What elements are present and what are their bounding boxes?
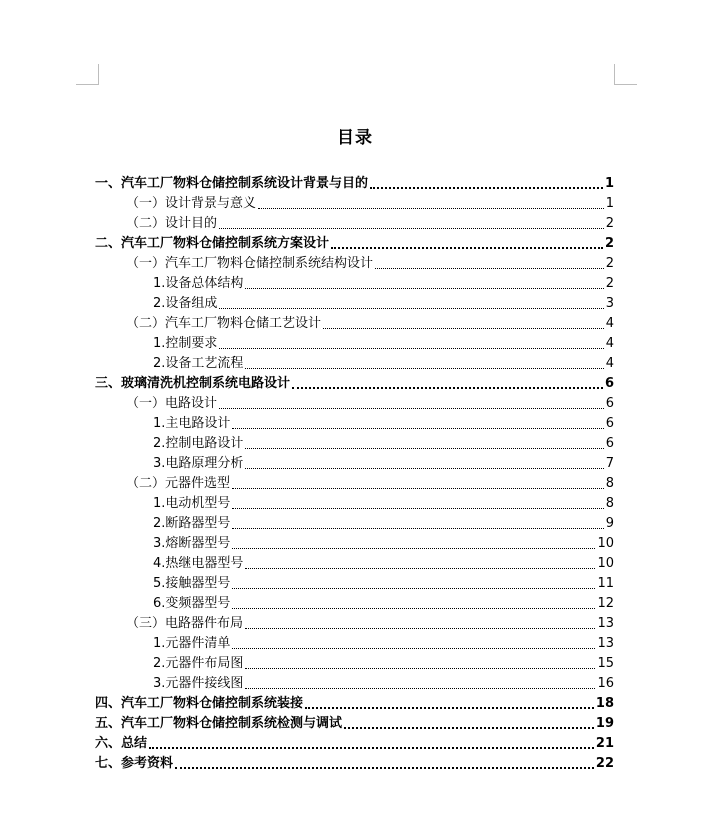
toc-dot-leader xyxy=(245,368,603,369)
toc-entry[interactable] xyxy=(95,574,614,594)
toc-dot-leader xyxy=(232,508,603,509)
toc-entry-label: 5.接触器型号 xyxy=(153,576,231,591)
toc-dot-leader xyxy=(245,628,595,629)
toc-entry[interactable] xyxy=(95,374,614,394)
page-title: 目录 xyxy=(337,128,373,148)
toc-entry-label: 1.控制要求 xyxy=(153,336,218,351)
toc-entry[interactable] xyxy=(95,334,614,354)
toc-dot-leader xyxy=(375,268,604,269)
toc-entry-page-number: 10 xyxy=(597,556,614,571)
toc-entry[interactable] xyxy=(95,234,614,254)
toc-dot-leader xyxy=(232,548,595,549)
toc-entry-page-number: 8 xyxy=(605,476,614,491)
toc-entry-page-number: 6 xyxy=(605,436,614,451)
toc-entry-page-number: 1 xyxy=(604,176,614,191)
toc-dot-leader xyxy=(245,468,603,469)
toc-entry-label: 一、汽车工厂物料仓储控制系统设计背景与目的 xyxy=(95,176,369,191)
toc-entry-page-number: 16 xyxy=(597,676,614,691)
toc-entry-label: （三）电路器件布局 xyxy=(126,616,244,631)
toc-dot-leader xyxy=(219,408,604,409)
toc-entry[interactable] xyxy=(95,174,614,194)
toc-entry-page-number: 6 xyxy=(605,416,614,431)
toc-entry-label: 3.熔断器型号 xyxy=(153,536,231,551)
toc-entry-label: 四、汽车工厂物料仓储控制系统装接 xyxy=(95,696,304,711)
toc-dot-leader xyxy=(258,208,604,209)
toc-dot-leader xyxy=(232,588,595,589)
toc-dot-leader xyxy=(245,668,595,669)
toc-entry[interactable] xyxy=(95,634,614,654)
toc-entry-page-number: 7 xyxy=(605,456,614,471)
toc-entry-label: （一）电路设计 xyxy=(126,396,218,411)
toc-entry-page-number: 9 xyxy=(605,516,614,531)
toc-dot-leader xyxy=(331,247,603,249)
toc-dot-leader xyxy=(245,288,603,289)
toc-entry-label: 2.控制电路设计 xyxy=(153,436,244,451)
toc-dot-leader xyxy=(232,608,595,609)
toc-entry-label: 2.设备工艺流程 xyxy=(153,356,244,371)
toc-dot-leader xyxy=(344,727,594,729)
toc-entry-page-number: 4 xyxy=(605,316,614,331)
toc-entry-page-number: 3 xyxy=(605,296,614,311)
toc-entry-label: 二、汽车工厂物料仓储控制系统方案设计 xyxy=(95,236,330,251)
toc-dot-leader xyxy=(219,228,604,229)
toc-entry-page-number: 13 xyxy=(597,616,614,631)
toc-entry-label: 五、汽车工厂物料仓储控制系统检测与调试 xyxy=(95,716,343,731)
table-of-contents xyxy=(95,174,614,774)
toc-entry-label: 三、玻璃清洗机控制系统电路设计 xyxy=(95,376,291,391)
toc-entry-page-number: 2 xyxy=(605,216,614,231)
toc-entry-page-number: 11 xyxy=(597,576,614,591)
toc-dot-leader xyxy=(245,568,595,569)
toc-entry[interactable] xyxy=(95,494,614,514)
toc-entry-label: （一）汽车工厂物料仓储控制系统结构设计 xyxy=(126,256,374,271)
toc-entry[interactable] xyxy=(95,354,614,374)
toc-entry-label: 4.热继电器型号 xyxy=(153,556,244,571)
toc-entry-page-number: 6 xyxy=(605,396,614,411)
toc-entry-page-number: 21 xyxy=(595,736,614,751)
toc-entry-page-number: 2 xyxy=(605,256,614,271)
toc-entry-label: 1.电动机型号 xyxy=(153,496,231,511)
toc-entry-page-number: 12 xyxy=(597,596,614,611)
toc-entry-label: 1.设备总体结构 xyxy=(153,276,244,291)
toc-entry-label: （一）设计背景与意义 xyxy=(126,196,257,211)
toc-entry[interactable] xyxy=(95,514,614,534)
toc-entry[interactable] xyxy=(95,414,614,434)
toc-entry[interactable] xyxy=(95,714,614,734)
toc-entry[interactable] xyxy=(95,694,614,714)
toc-dot-leader xyxy=(370,187,603,189)
toc-dot-leader xyxy=(232,488,604,489)
toc-dot-leader xyxy=(292,387,603,389)
toc-entry[interactable] xyxy=(95,734,614,754)
toc-dot-leader xyxy=(305,707,594,709)
toc-entry[interactable] xyxy=(95,434,614,454)
toc-entry-label: 六、总结 xyxy=(95,736,148,751)
toc-entry-page-number: 4 xyxy=(605,356,614,371)
toc-entry-page-number: 1 xyxy=(605,196,614,211)
toc-dot-leader xyxy=(245,448,603,449)
toc-dot-leader xyxy=(219,348,603,349)
toc-entry-page-number: 2 xyxy=(604,236,614,251)
toc-entry[interactable] xyxy=(95,654,614,674)
toc-entry[interactable] xyxy=(95,394,614,414)
toc-dot-leader xyxy=(175,767,594,769)
toc-entry-label: 七、参考资料 xyxy=(95,756,174,771)
toc-entry-label: 2.元器件布局图 xyxy=(153,656,244,671)
toc-entry-label: 2.断路器型号 xyxy=(153,516,231,531)
toc-entry[interactable] xyxy=(95,594,614,614)
toc-entry-label: （二）汽车工厂物料仓储工艺设计 xyxy=(126,316,322,331)
toc-dot-leader xyxy=(149,747,594,749)
toc-entry[interactable] xyxy=(95,254,614,274)
toc-entry-label: 2.设备组成 xyxy=(153,296,218,311)
toc-entry-label: 3.电路原理分析 xyxy=(153,456,244,471)
toc-entry[interactable] xyxy=(95,274,614,294)
toc-entry[interactable] xyxy=(95,554,614,574)
toc-entry-page-number: 13 xyxy=(597,636,614,651)
toc-entry-label: （二）设计目的 xyxy=(126,216,218,231)
toc-entry[interactable] xyxy=(95,314,614,334)
toc-entry-page-number: 4 xyxy=(605,336,614,351)
toc-dot-leader xyxy=(232,428,603,429)
toc-entry-page-number: 18 xyxy=(595,696,614,711)
toc-entry[interactable] xyxy=(95,454,614,474)
toc-entry[interactable] xyxy=(95,534,614,554)
toc-entry-label: 6.变频器型号 xyxy=(153,596,231,611)
toc-entry[interactable] xyxy=(95,474,614,494)
toc-entry-page-number: 15 xyxy=(597,656,614,671)
toc-entry[interactable] xyxy=(95,754,614,774)
toc-entry[interactable] xyxy=(95,214,614,234)
toc-entry-page-number: 19 xyxy=(595,716,614,731)
toc-dot-leader xyxy=(232,528,603,529)
toc-entry-page-number: 8 xyxy=(605,496,614,511)
toc-dot-leader xyxy=(245,688,595,689)
toc-entry-label: 1.元器件清单 xyxy=(153,636,231,651)
toc-entry[interactable] xyxy=(95,674,614,694)
toc-dot-leader xyxy=(323,328,604,329)
toc-entry-label: 3.元器件接线图 xyxy=(153,676,244,691)
toc-entry-label: 1.主电路设计 xyxy=(153,416,231,431)
toc-entry-page-number: 2 xyxy=(605,276,614,291)
toc-entry-page-number: 6 xyxy=(604,376,614,391)
toc-entry[interactable] xyxy=(95,194,614,214)
toc-entry-label: （二）元器件选型 xyxy=(126,476,231,491)
toc-entry-page-number: 22 xyxy=(595,756,614,771)
margin-corner-mark-left xyxy=(76,64,99,85)
margin-corner-mark-right xyxy=(614,64,637,85)
toc-entry-page-number: 10 xyxy=(597,536,614,551)
toc-dot-leader xyxy=(219,308,603,309)
toc-dot-leader xyxy=(232,648,595,649)
toc-entry[interactable] xyxy=(95,614,614,634)
toc-entry[interactable] xyxy=(95,294,614,314)
